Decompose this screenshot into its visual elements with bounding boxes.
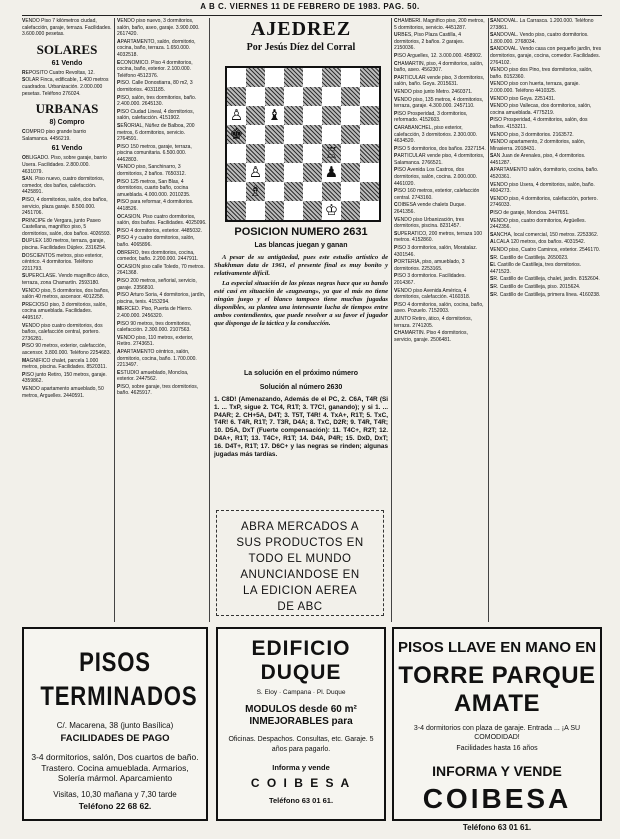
board-square <box>227 182 246 201</box>
ad-hours: Visitas, 10,30 mañana y 7,30 tarde <box>53 789 177 799</box>
classified-ad: PISO Ciudad Lineal, 4 dormitorios, salón, calefacción. 4151902. <box>117 108 194 122</box>
classified-ad: SANDOVAL. La Carrasca. 1.200.000. Teléfono 273861. <box>490 18 594 31</box>
ad-features: 3-4 dormitorios, salón, Dos cuartos de baño. Trastero. Cocina amueblada. Armarios, Solería mármol. Aparcamiento <box>31 752 199 783</box>
subsection-heading: 61 Vendo <box>51 145 83 153</box>
classified-ad: PISO 200 metros, señorial, servicio, garaje. 2356810. <box>117 277 197 291</box>
ad-uses: Oficinas. Despachos. Consultas, etc. Garaje. 5 años para pagarlo. <box>228 736 374 753</box>
promo-line: ANUNCIANDOSE EN <box>240 569 360 581</box>
column-divider <box>488 18 489 622</box>
chess-piece-icon: ♚ <box>229 125 244 143</box>
board-square <box>227 201 246 220</box>
classified-ad: VENDO piso Urbanización, tres dormitorios, piscina. 8231457. <box>394 216 465 230</box>
board-square <box>303 87 322 106</box>
board-square <box>341 68 360 87</box>
ad-title: PISOS TERMINADOS <box>40 647 198 711</box>
classified-ad: OCASION piso calle Toledo, 70 metros. 2641368. <box>117 263 205 277</box>
board-square <box>284 68 303 87</box>
classified-ad: PISO 90 metros, tres dormitorios, calefacción. 2.300.000. 2107563. <box>117 320 192 334</box>
classified-ad: SEÑORIAL, Núñez de Balboa, 200 metros, 6 dormitorios, servicio. 2764591. <box>117 122 195 143</box>
classified-ad: SUPERATICO, 200 metros, terraza 100 metros. 4152860. <box>394 230 483 244</box>
subsection-heading: 61 Vendo <box>51 59 83 67</box>
ad-title: EDIFICIO DUQUE <box>251 637 351 684</box>
board-square <box>303 163 322 182</box>
classified-ad: VENDO piso Goya. 2251431. <box>490 95 556 102</box>
board-square <box>341 163 360 182</box>
classified-ad: VENDO piso con huerta, terraza, garaje. 2.000.000. Teléfono 4410325. <box>490 81 580 94</box>
board-square <box>360 144 379 163</box>
classified-ad: VENDO piso nuevo, 3 dormitorios, salón, baño, aseo, garaje. 3.900.000. 2617420. <box>117 18 200 38</box>
chess-section <box>212 18 390 508</box>
classified-ad: PISO 125 metros, San Blas, 4 dormitorios, cuarto baño, cocina amueblada. 4.000.000. 2010235. <box>117 178 191 198</box>
classified-ad: EL Castillo de Castilleja, tres dormitorios. 4471523. <box>490 262 581 275</box>
board-square <box>303 68 322 87</box>
classified-ad: VENDO piso, 5 dormitorios, dos baños, salón 40 metros, ascensor. 4012258. <box>22 287 110 301</box>
solution-title: Solución al número 2630 <box>259 384 343 391</box>
chess-piece-icon: ♝ <box>267 106 282 124</box>
board-square <box>360 182 379 201</box>
section-heading: SOLARES <box>36 41 98 57</box>
chess-author: Por Jesús Díez del Corral <box>246 42 356 53</box>
classified-ad: PARTICULAR vende piso, 4 dormitorios, Salamanca. 2766521. <box>394 153 485 166</box>
classified-ad: ECONOMICO. Piso 4 dormitorios, cocina, baño, exterior. 2.100.000. Teléfono 4512376. <box>117 59 193 79</box>
ad-phone: Teléfono 63 01 61. <box>268 796 334 805</box>
classified-ad: PISO 90 metros, exterior, calefacción, ascensor. 3.800.000. Teléfono 2254683. <box>22 343 111 356</box>
board-square <box>303 106 322 125</box>
position-title: POSICION NUMERO 2631 <box>234 226 368 238</box>
classified-ad: VENDO apartamento, 2 dormitorios, salón, Mirasierra. 2018431. <box>490 139 586 152</box>
ad-phone: Teléfono 22 68 62. <box>78 800 152 811</box>
classified-ad: PISO Arguelles, 12. 3.000.000. 458902. <box>394 52 483 59</box>
classified-ad: VENDO piso Vallecas, dos dormitorios, salón, cocina amueblada. 4775219. <box>490 103 592 116</box>
classified-ad: CHAMBERI. Magnífico piso, 200 metros, 5 dormitorios, servicio. 4451287. <box>394 18 485 31</box>
classified-ad: SUPERCLASE. Vendo magnífico ático, terraza, zona Chamartín. 2593180. <box>22 273 109 287</box>
board-square <box>265 201 284 220</box>
board-square <box>284 144 303 163</box>
abc-edition-promo <box>216 510 384 616</box>
board-square <box>341 201 360 220</box>
classified-ad: PISO Prosperidad, 4 dormitorios, salón, dos baños. 4153211. <box>490 117 588 130</box>
ad-kicker: PISOS LLAVE EN MANO EN <box>397 639 597 656</box>
classified-ad: VENDO piso, Cuatro Caminos, exterior. 2546170. <box>490 247 601 253</box>
board-square <box>284 125 303 144</box>
chess-paragraph: La especial situación de las piezas negras hace que su bando esté casi en situación de «zugzwang», ya que el más no tiene ningún juego y el blanco tampoco tiene muchas jugadas disponibles, su plantea una interesante lucha de tiempos entre ambos contendientes, que puede resolver a su favor el jugador que disponga de la táctica y la conducción. <box>214 280 388 327</box>
column-divider <box>114 18 115 622</box>
solution-text: 1. C8D! (Amenazando, Además de el PC, 2. C6A, T4R (Si 1. ... TxP, sigue 2. TC4, R1T; 3. T7C!, ganando); y si 1. ... P4AR; 2. CH+5A, D4T; 3. T5T, T4R! 4. TxA+, R1T; 5. TxC, T4R! 6. T4R, R1T; 7. T3R, D4A; 8. TxC, D2R; 9. T4R, T4R; 10. D5A, DxT (Fuerte compensación): 11. T4C+, R2T; 12. D4A+, R1T; 13. T4C+, R1T; 14. D4A, P4R; 15. DxD, DxT; 16. D4T+, R1T; 17. D6C+ y las negras se rinden; algunas jugadas más tardías. <box>214 396 388 458</box>
classified-ad: PISO, 4 dormitorios, salón, dos baños, servicio, plaza garaje. 8.500.000. 2451706. <box>22 196 108 217</box>
classified-ad: SAN Juan de Arenales, piso, 4 dormitorios. 4451287. <box>490 153 586 166</box>
classified-ad: MAGNIFICO chalet, parcela 1.000 metros, piscina. Facilidades. 8520311. <box>22 357 107 371</box>
board-square <box>246 68 265 87</box>
ad-title: TORRE PARQUE AMATE <box>398 662 596 717</box>
board-square <box>360 87 379 106</box>
ad-location: S. Eloy · Campana · Pl. Duque <box>256 689 346 696</box>
ad-info: Informa y vende <box>272 763 330 772</box>
board-square <box>246 201 265 220</box>
board-square <box>322 68 341 87</box>
board-square <box>246 106 265 125</box>
classified-ad: PORTERIA, piso, amueblado, 3 dormitorios. 2253165. <box>394 259 465 272</box>
ad-phone: Teléfono 63 01 61. <box>462 823 532 832</box>
classified-ad: PISO Arturo Soria, 4 dormitorios, jardín, piscina, tenis. 4153294. <box>117 292 206 305</box>
board-square <box>360 68 379 87</box>
chess-commentary <box>214 254 388 330</box>
chess-title: AJEDREZ <box>250 18 352 40</box>
header-rule <box>22 15 602 16</box>
classified-ad: VENDO piso, 110 metros, exterior, Retiro. 2743651. <box>117 334 194 348</box>
classified-ad: APARTAMENTO céntrico, salón, dormitorio, cocina, baño. 1.700.000. 2213497. <box>117 348 197 369</box>
board-square <box>360 163 379 182</box>
board-square <box>284 163 303 182</box>
classified-ad: PISO. Calle Donostiarra, 80 m2, 3 dormitorios. 4031185. <box>117 80 193 93</box>
board-square <box>284 201 303 220</box>
classified-ad: PARTICULAR vende piso, 3 dormitorios, salón, baño. Goya. 2015631. <box>394 74 485 88</box>
subsection-heading: 8) Compro <box>49 119 85 127</box>
board-square <box>360 201 379 220</box>
classified-ad: ALCALA 120 metros, dos baños. 4031542. <box>490 239 586 246</box>
classifieds-column-4 <box>490 18 602 622</box>
board-square <box>360 106 379 125</box>
board-square <box>303 201 322 220</box>
classified-ad: VENDO piso junto Metro. 2460371. <box>394 88 473 95</box>
classified-ad: PISO 4 y cuatro dormitorios, salón, baño. 4065896. <box>117 235 195 248</box>
classified-ad: VENDO piso, 4 dormitorios, calefacción, portero. 2746033. <box>490 195 598 209</box>
classified-ad: VENDO piso, 3 dormitorios. 2163572. <box>490 131 574 138</box>
board-square <box>246 87 265 106</box>
chess-piece-icon: ♗ <box>248 182 263 200</box>
classified-ad: OBRERO, tres dormitorios, cocina, comedor, baño. 2.200.000. 2447911. <box>117 249 199 263</box>
board-square <box>322 106 341 125</box>
classified-ad: PISO 5 dormitorios, dos baños. 2327154. <box>394 145 486 152</box>
classified-ad: COMPRO piso grande barrio Salamanca. 4456219. <box>22 129 87 142</box>
classified-ad: PISO 3 dormitorios, salón, Moratalaz. 4301546. <box>394 245 478 258</box>
position-subtitle: Las blancas juegan y ganan <box>254 242 348 249</box>
ad-edificio-duque <box>216 627 386 821</box>
ad-facilities: Facilidades hasta 16 años <box>456 745 538 752</box>
board-square <box>227 68 246 87</box>
classified-ad: VENDO piso Avenida América, 4 dormitorios, calefacción. 4160318. <box>394 287 471 301</box>
chess-piece-icon: ♙ <box>248 163 263 181</box>
ad-pisos-terminados <box>22 627 208 821</box>
classifieds-column-2 <box>117 18 207 622</box>
board-square <box>303 144 322 163</box>
board-square <box>341 144 360 163</box>
board-square <box>341 87 360 106</box>
board-square <box>265 163 284 182</box>
classifieds-column-3 <box>394 18 486 622</box>
classified-ad: PISO 4 dormitorios, salón, cocina, baño, aseo. Pozuelo. 7152003. <box>394 301 484 315</box>
ad-headline: INMEJORABLES para <box>249 716 353 727</box>
chess-board <box>225 66 381 222</box>
board-square <box>227 87 246 106</box>
promo-line: TODO EL MUNDO <box>248 553 352 565</box>
board-square <box>246 125 265 144</box>
classified-ad: PISO Avenida Los Castros, dos dormitorios, salón, cocina. 2.000.000. 4461020. <box>394 167 478 187</box>
classified-ad: PISO Prosperidad, 3 dormitorios, reformado. 4152603. <box>394 110 468 124</box>
solution-next-note: La solución en el próximo número <box>244 370 358 377</box>
classified-ad: MERCED. Piso, Puerta de Hierro. 2.400.000. 2456320. <box>117 306 193 319</box>
classified-ad: VENDO piso, 135 metros, 4 dormitorios, terraza, garaje. 4.300.000. 2457110. <box>394 96 484 110</box>
chess-piece-icon: ♔ <box>324 201 339 219</box>
chess-piece-icon: ♖ <box>324 144 339 162</box>
classified-ad: APARTAMENTO, salón, dormitorio, cocina, baño, terraza. 1.650.000. 4032518. <box>117 38 196 58</box>
classified-ad: VENDO Piso 7 kilómetros ciudad, calefacción, garaje, terraza. Facilidades. 3.600.000 pesetas. <box>22 18 112 38</box>
classified-ad: CHAMARTIN. Piso 4 dormitorios, servicio, garaje. 2506481. <box>394 330 468 343</box>
classified-ad: OCASION. Piso cuatro dormitorios, salón, dos baños. Facilidades. 4025096. <box>117 213 207 227</box>
ad-address: C/. Macarena, 38 (junto Basílica) <box>56 721 174 730</box>
classified-ad: COIBESA vende chalets Duque. 2641356. <box>394 202 466 216</box>
ad-headline: MODULOS desde 60 m² <box>245 704 357 715</box>
classified-ad: PISO para reformar, 4 dormitorios. 4418526. <box>117 199 194 213</box>
promo-line: LA EDICION AEREA <box>242 585 358 597</box>
ad-torre-parque-amate <box>392 627 602 832</box>
board-square <box>265 87 284 106</box>
classified-ad: PRECIOSO piso, 3 dormitorios, salón, cocina amueblada. Facilidades. 4495167. <box>22 301 107 321</box>
board-square <box>341 125 360 144</box>
classified-ad: CHAMARTIN, piso, 4 dormitorios, salón, baño, aseo. 4562307. <box>394 60 484 74</box>
classified-ad: VENDO piso dos Pino, tres dormitorios, salón, baño. 8152360. <box>490 67 593 80</box>
classified-ad: VENDO apartamento amueblado, 50 metros, Arguelles. 2440591. <box>22 385 104 399</box>
ad-features: 3-4 dormitorios con plaza de garaje. Entrada ... ¡A SU COMODIDAD! <box>413 725 581 741</box>
column-divider <box>391 18 392 622</box>
board-square <box>265 125 284 144</box>
classified-ad: SOLAR Finca, edificable, 1.400 metros cuadrados. Urbanización. 2.000.000 pesetas. Teléfono 276024. <box>22 77 109 97</box>
classified-ad: PISO 4 dormitorios, exterior. 4485032. <box>117 227 203 234</box>
classified-ad: PRINCIPE de Vergara, junto Paseo Castellana, magnífico piso, 5 dormitorios, salón, dos baños. 4026593. <box>22 217 111 237</box>
classified-ad: CARABANCHEL, piso exterior, calefacción, 3 dormitorios. 2.300.000. 4634520. <box>394 124 478 145</box>
board-square <box>265 144 284 163</box>
board-square <box>265 68 284 87</box>
board-square <box>322 87 341 106</box>
board-square <box>341 182 360 201</box>
classified-ad: SAN. Piso nuevo, cuatro dormitorios, comedor, dos baños, calefacción. 4425891. <box>22 176 104 196</box>
classified-ad: ESTUDIO amueblado, Moncloa, exterior. 2447562. <box>117 369 189 383</box>
classified-ad: VENDO piso, Sanchinarro, 3 dormitorios, 2 baños. 7650312. <box>117 164 186 178</box>
board-square <box>322 182 341 201</box>
board-square <box>303 125 322 144</box>
classified-ad: SR. Castillo de Castilleja, primera línea. 4160238. <box>490 291 601 298</box>
classified-ad: PISO de garaje, Moncloa. 2447651. <box>490 210 570 217</box>
classified-ad: JUNTO Retiro, ático, 4 dormitorios, terraza. 2741205. <box>394 315 472 329</box>
board-square <box>322 125 341 144</box>
board-square <box>284 87 303 106</box>
classified-ad: SANDOVAL. Vendo piso, cuatro dormitorios. 1.800.000. 2768034. <box>490 32 589 45</box>
classified-ad: PISO, salón, tres dormitorios, baño. 2.400.000. 2645130. <box>117 94 197 108</box>
classified-ad: SR. Castillo de Castilleja. 2650023. <box>490 254 569 261</box>
classified-ad: SANCHA, local comercial, 150 metros. 2253362. <box>490 231 599 238</box>
section-heading: URBANAS <box>35 101 99 117</box>
chess-piece-icon: ♟ <box>324 163 339 181</box>
promo-line: SUS PRODUCTOS EN <box>236 537 364 549</box>
classified-ad: PISO, sobre garaje, tres dormitorios, baño. 4625917. <box>117 383 199 397</box>
classified-ad: PISO 160 metros, exterior, calefacción central. 2743160. <box>394 188 480 201</box>
classified-ad: SR. Castillo de Castilleja, piso. 2015624. <box>490 283 581 290</box>
board-square <box>284 182 303 201</box>
board-square <box>341 106 360 125</box>
classified-ad: REPOSITO Cuatro Revoltas, 12. <box>22 69 95 76</box>
column-divider <box>209 18 210 622</box>
board-square <box>303 182 322 201</box>
promo-line: DE ABC <box>277 601 323 613</box>
chess-piece-icon: ♙ <box>229 106 244 124</box>
board-square <box>227 163 246 182</box>
board-square <box>265 182 284 201</box>
classified-ad: OBLIGADO. Piso, sobre garaje, barrio Usera. Facilidades. 2.800.000. 4631079. <box>22 155 107 175</box>
classified-ad: VENDO piso cuatro dormitorios, dos baños, calefacción central, portero. 2736281. <box>22 322 103 342</box>
classified-ad: URBES, Piso Plaza Castilla, 4 dormitorios, 2 baños. 2 garajes. 2150036. <box>394 32 465 52</box>
board-square <box>360 125 379 144</box>
board-square <box>246 144 265 163</box>
classified-ad: SR. Castillo de Castilleja, chalet, jardín. 8152604. <box>490 276 600 283</box>
classified-ad: DOSCIENTOS metros, piso exterior, céntrico. 4 dormitorios. Teléfono 2211793. <box>22 252 103 272</box>
promo-line: ABRA MERCADOS A <box>240 521 360 533</box>
page-header: A B C. VIERNES 11 DE FEBRERO DE 1983. PAG. 50. <box>200 2 420 11</box>
classified-ad: PISO 150 metros, garaje, terraza, piscina comunitaria. 6.500.000. 4462803. <box>117 143 192 163</box>
classified-ad: APARTAMENTO salón, dormitorio, cocina, baño. 4520361. <box>490 167 599 181</box>
board-square <box>227 144 246 163</box>
classifieds-column-1 <box>22 18 112 622</box>
ad-info: INFORMA Y VENDE <box>432 763 562 779</box>
board-square <box>284 106 303 125</box>
classified-ad: VENDO piso, cuatro dormitorios, Argüelles. 2442356. <box>490 217 586 231</box>
classified-ad: VENDO piso Usera, 4 dormitorios, salón, baño. 4604273. <box>490 181 595 195</box>
ad-company: COIBESA <box>422 783 572 814</box>
classified-ad: PISO junto Retiro, 150 metros, garaje. 4359862. <box>22 371 107 385</box>
classified-ad: PISO 3 dormitorios. Facilidades. 2014367. <box>394 273 466 286</box>
ad-facilities: FACILIDADES DE PAGO <box>60 733 170 744</box>
classified-ad: DUPLEX 180 metros, terraza, garaje, piscina. Facilidades Dúplex. 2316254. <box>22 238 107 252</box>
ad-company: C O I B E S A <box>250 776 352 790</box>
chess-paragraph: A pesar de su antigüedad, pues este estudio artístico de Shakhman data de 1961, el presente final es muy bonito y relativamente difícil. <box>214 254 388 277</box>
classified-ad: SANDOVAL. Vendo casa con pequeño jardín, tres dormitorios, garaje, cocina, comedor. Facilidades. 2764102. <box>490 46 602 66</box>
